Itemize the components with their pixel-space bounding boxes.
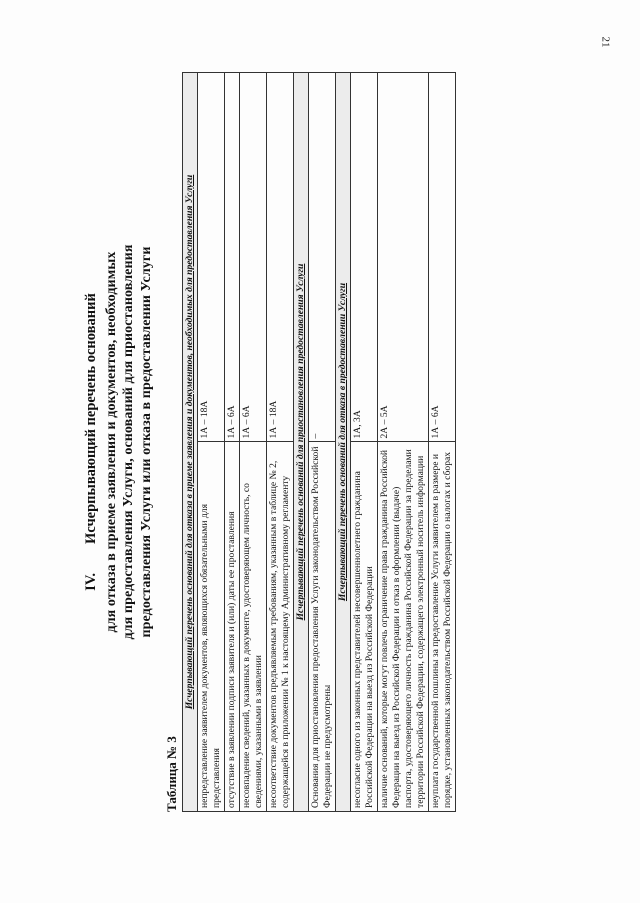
row-text: несогласие одного из законных представителей несовершеннолетнего гражданина Российской Федерации на выезд из Российской Федерации xyxy=(351,442,378,812)
row-text: несоответствие документов предъявляемым требованиям, указанным в таблице № 2, содержащейся в приложении № 1 к настоящему Административному регламенту xyxy=(267,442,294,812)
table-row xyxy=(267,73,294,812)
section-title: Исчерпывающий перечень оснований для приостановления предоставления Услуги xyxy=(294,73,309,812)
row-ref: – xyxy=(309,73,336,443)
table-row xyxy=(225,73,240,812)
section-header-row xyxy=(336,73,351,812)
row-text: непредставление заявителем документов, являющихся обязательными для представления xyxy=(198,442,225,812)
page-number: 21 xyxy=(599,36,612,48)
row-ref: 1А, 3А xyxy=(351,73,378,443)
section-title: Исчерпывающий перечень оснований для отказа в предоставлении Услуги xyxy=(336,73,351,812)
table-row xyxy=(240,73,267,812)
heading-line-3: для предоставления Услуги, оснований для приостановления xyxy=(121,244,137,640)
table-row xyxy=(378,73,429,812)
row-ref: 1А – 6А xyxy=(225,73,240,443)
row-ref: 2А – 5А xyxy=(378,73,429,443)
row-ref: 1А – 6А xyxy=(240,73,267,443)
row-ref: 1А – 18А xyxy=(198,73,225,443)
section-title: Исчерпывающий перечень оснований для отказа в приеме заявления и документов, необходимых для предоставления Услуги xyxy=(183,73,198,812)
grounds-table xyxy=(182,72,456,812)
table-row xyxy=(309,73,336,812)
table-label: Таблица № 3 xyxy=(164,736,180,812)
table-row xyxy=(198,73,225,812)
row-ref: 1А – 6А xyxy=(428,73,455,443)
row-ref: 1А – 18А xyxy=(267,73,294,443)
row-text: Основания для приостановления предоставления Услуги законодательством Российской Федерации не предусмотрены xyxy=(309,442,336,812)
row-text: неуплата государственной пошлины за предоставление Услуги заявителем в размере и порядке, установленных законодательством Российской Федерации о налогах и сборах xyxy=(428,442,455,812)
row-text: несовпадение сведений, указанных в документе, удостоверяющем личность, со сведениями, указанными в заявлении xyxy=(240,442,267,812)
heading-line-4: предоставления Услуги или отказа в предоставлении Услуги xyxy=(139,246,155,638)
heading-line-2: для отказа в приеме заявления и документов, необходимых xyxy=(103,251,119,633)
row-text: наличие оснований, которые могут повлечь ограничение права гражданина Российской Федерации на выезд из Российской Федерации и отказ в оформлении (выдаче) паспорта, удостоверяющего личность гражданина Российской Федерации за пределами территории Российской Федерации, содержащего электронный носитель информации xyxy=(378,442,429,812)
section-header-row xyxy=(294,73,309,812)
section-heading xyxy=(82,72,156,812)
section-header-row xyxy=(183,73,198,812)
heading-line-1: IV. Исчерпывающий перечень оснований xyxy=(83,293,99,591)
table-row xyxy=(351,73,378,812)
rotated-content xyxy=(82,72,602,812)
table-row xyxy=(428,73,455,812)
row-text: отсутствие в заявлении подписи заявителя и (или) даты ее проставления xyxy=(225,442,240,812)
